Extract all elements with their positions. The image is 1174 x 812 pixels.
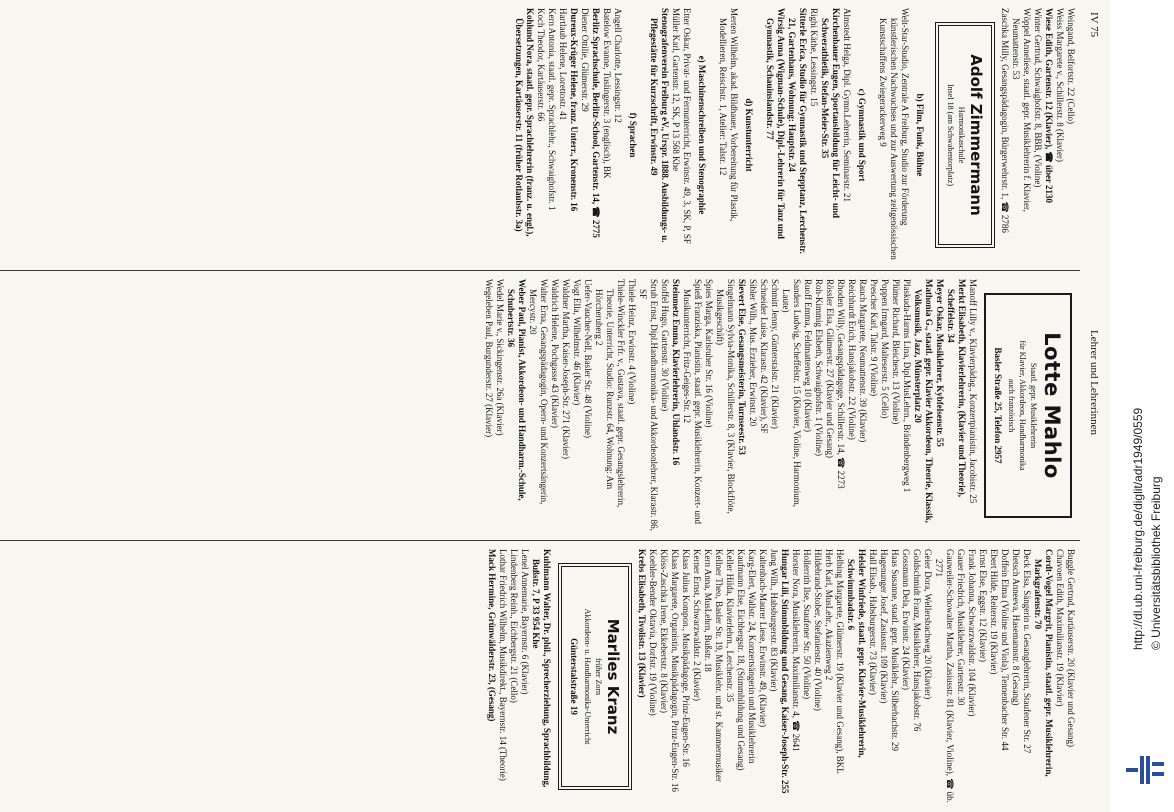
directory-entry: Herb Karl, MusLehr., Akazienweg 2 bbox=[824, 549, 834, 681]
ad-line: früher Zorn bbox=[594, 657, 603, 696]
logo-bar bbox=[1146, 756, 1150, 784]
directory-entry: Welt-Star-Studio, Zentrale A Freiburg, Studio zur Förderung künstlerischen Nachwuchses und zur Auswertung zeitgenössischen Kunstschaffens Zwiegerackerweg 9 bbox=[878, 8, 910, 260]
section-heading-sprachen: f) Sprachen bbox=[628, 112, 638, 158]
ad-line: für Klavier, Akkordeon, Handharmonika bbox=[1018, 340, 1027, 471]
directory-entry: Rhoden Willy, Gesangspädagoge, Schillerstr. 14, ☎ 2273 bbox=[836, 279, 846, 489]
library-logo-icon bbox=[1124, 752, 1168, 786]
directory-entry: Schneider Luise, Klarastr. 42 (Klavier), SF bbox=[759, 279, 769, 434]
credit-text bbox=[1126, 0, 1166, 812]
directory-entry: Weiss Margarete v., Schillerstr. 8 (Klavier) bbox=[1055, 8, 1065, 162]
directory-entry: Rauch Margarete, Neumattenstr. 39 (Klavier) bbox=[858, 279, 868, 443]
ad-line: Staatl. gepr. Musiklehrerin bbox=[1029, 362, 1038, 449]
directory-entry: Singelmann Sylvia-Monika, Schillerstr. 8, 3 (Klavier, Blockflöte, Musikgeschäft) bbox=[715, 279, 736, 514]
ad-lotte-mahlo bbox=[984, 293, 1072, 518]
directory-entry: Prescher Karl, Talstr. 9 (Violine) bbox=[869, 279, 879, 397]
directory-entry: Hall Elisab., Habsburgerstr. 73 (Klavier) bbox=[868, 549, 878, 696]
directory-entry: Poppen Irmgard, Malteserstr. 5 (Cello) bbox=[880, 279, 890, 419]
entries-kunst bbox=[717, 8, 739, 262]
directory-entry: Hildebrand-Stober, Stefanienstr. 40 (Violine) bbox=[813, 549, 823, 711]
column-3 bbox=[0, 540, 1080, 812]
source-url[interactable]: http://dl.ub.uni-freiburg.de/diglit/adr1949/0559 bbox=[1131, 407, 1145, 650]
directory-entry: Keller Hilda, Klavierlehrn., Lerchenstr. 35 bbox=[725, 549, 735, 702]
directory-entry: Stenografenverein Freiburg eV., Urspr. 1888. Ausbildungs- u. Pflegestätte für Kurzschrift, Erwinstr. 49 bbox=[649, 8, 670, 243]
directory-entry: Kaltenbach-Maurer Liese, Erwinstr. 49, (Klavier) bbox=[758, 549, 768, 728]
directory-entry: Kern Anna, MusLehrn, Bußstr. 18 bbox=[703, 549, 713, 672]
directory-entry: Kern Antonia, staatl. gepr. Sprachlehr., Schwaighofstr. 1 bbox=[547, 8, 557, 211]
directory-entry: Almstedt Helga, Dipl. Gymn.Lehrerin, Seminarstr. 21 bbox=[842, 8, 852, 202]
directory-entry: Etter Oskar, Privat- und Fernunterricht, Erwinstr. 49, 3, SK, P, SF bbox=[682, 8, 692, 244]
directory-entry: Spieß Franziska, Pianistin, staatl. gepr. Musiklehrerin, Konzert- und Musikunterricht, Fritz-Geiges-Str. 12 bbox=[682, 279, 703, 524]
directory-entry: Sanders Ludwig, Scheffelstr. 15 (Klavier, Violine, Harmonium, Laute) bbox=[781, 279, 802, 507]
entries-col1 bbox=[999, 8, 1076, 262]
directory-entry: Schmitt Jenny, Günterstalstr. 21 (Klavier) bbox=[770, 279, 780, 429]
directory-entry: Geier Dora, Wellersbachweg 20 (Klavier) bbox=[923, 549, 933, 700]
directory-entry: Wöppel Anneliese, staatl. gepr. Musiklehrerin f. Klavier, Neumattenstr. 53 bbox=[1011, 8, 1032, 212]
ad-line: Harmonikaschule bbox=[957, 106, 966, 164]
logo-bar bbox=[1140, 756, 1144, 784]
logo-bar bbox=[1126, 768, 1138, 772]
credit-strip bbox=[1126, 0, 1166, 812]
ad-address: Basler Straße 25, Telefon 2957 bbox=[993, 347, 1003, 464]
directory-entry: Reichhardt Erich, Hansjakobstr. 22 (Violine) bbox=[847, 279, 857, 440]
entries-col3-a bbox=[636, 549, 1076, 804]
directory-entry: Thiele-Winckler Frfr. v., Gustava, staatl. gepr. Gesangslehrerin, Theorie, Unterricht, Studio: Runzstr. 64, Wohnung: Am Hörcheruberg 2 bbox=[594, 279, 626, 508]
directory-entry: Kellner Theo, Basler Str. 19, Musiklehr. und st. Kammermusiker bbox=[714, 549, 724, 783]
directory-entry: Lothar Friedrich Wilhelm, Musikdirekt., Bayernstr. 14 (Theorie) bbox=[498, 549, 508, 781]
directory-entry: Spies Marga, Karlsruher Str. 16 (Violine) bbox=[704, 279, 714, 428]
directory-entry: Sievert Else, Gesangsmeisterin, Turnseestr. 53 bbox=[737, 279, 747, 455]
directory-entry: Steinmetz Emma, Klavierlehrerin, Uhlandstr. 16 bbox=[671, 279, 681, 466]
column-2 bbox=[0, 270, 1080, 540]
entries-sprachen bbox=[513, 8, 623, 262]
directory-entry: Klöss-Zaschka Irene, Ekkebertstr. 8 (Klavier) bbox=[659, 549, 669, 713]
directory-entry: Dietsch Anneeva, Hasemannstr. 8 (Gesang) bbox=[1011, 549, 1021, 706]
column-1 bbox=[0, 0, 1080, 270]
ad-address: Günterstalstraße 19 bbox=[569, 638, 579, 715]
directory-entry: Rössler Elsa, Glümerstr. 27 (Klavier und Gesang) bbox=[825, 279, 835, 458]
directory-entry: Klaas Margarete, Organistin, Musikpädagogin, Prinz-Eugen-Str. 16 bbox=[670, 549, 680, 792]
directory-entry: Deck Elsa, Sängerin u. Gesanglehrerin, Staufener Str. 27 bbox=[1022, 549, 1032, 754]
directory-entry: Koch Theodor, Kartäuserstr. 66 bbox=[536, 8, 546, 122]
directory-entry: Lenel Annemarie, Bayernstr. 6 (Klavier) bbox=[520, 549, 530, 695]
ad-line: Insel 18 (am Schwabentorplatz) bbox=[946, 84, 955, 186]
directory-entry: Meyer Oskar, Musiklehrer, Kybfelsenstr. 55 bbox=[935, 279, 945, 447]
directory-entry: Buggle Gertrud, Kartäuserstr. 20 (Klavier und Gesang) bbox=[1066, 549, 1076, 747]
logo-bar bbox=[1152, 772, 1164, 776]
directory-entry: Klaas Julius Kompon., Musikpädagoge, Prinz-Eugen-Str. 16 bbox=[681, 549, 691, 767]
directory-entry: Plaskuda-Harms Lina, Dipl.MusLehrn., Brändenbergweg 1 bbox=[902, 279, 912, 493]
directory-entry: Weber Paul, Pianist, Akkordeon- und Handharm.-Schule, Schubertstr. 36 bbox=[506, 279, 527, 501]
directory-entry: Sibler Wilh., Mus. Erzieher, Erwinstr. 20 bbox=[748, 279, 758, 427]
ad-name: Adolf Zimmermann bbox=[967, 54, 985, 216]
directory-entry: Dureux-Krüger Helene, franz. Unterr., Kronenstr. 16 bbox=[569, 8, 579, 212]
directory-entry: Gauweiler-Schowalter Martha, Zasiusstr. 81 (Klavier, Violine), ☎ üb. 2771 bbox=[934, 549, 955, 803]
directory-entry: Merkt Elisabeth, Klavierlehrerin, (Klavier und Theorie), Scheffelstr. 34 bbox=[946, 279, 967, 497]
directory-entry: Krebs Elisabeth, Tivolistr. 13 (Klavier) bbox=[637, 549, 647, 698]
directory-entry: Winter Gertrud, Schwaighofstr. 8, BBB, (Violine) bbox=[1033, 8, 1043, 188]
directory-entry: Lindenberg Reinh., Eichbergstr. 21 (Cello) bbox=[509, 549, 519, 703]
directory-entry: Kuhlmann Walter, Dr. phil., Sprecherziehung, Sprachbildung, Bußstr. 7, P 33 954 Khe bbox=[531, 549, 552, 788]
directory-entry: Frank Johanna, Schwarzwaldstr. 104 (Klavier) bbox=[967, 549, 977, 717]
page-title: Lehrer und Lehrerinnen bbox=[1088, 330, 1100, 436]
directory-entry: Kohlund Nora, staatl. gepr. Sprachlehrerin (franz. u. engl.), Übersetzungen, Kartäuserstr. 11 (früher Rotlaubstr. 3a) bbox=[514, 8, 535, 237]
directory-entry: Walter Erna, Gesangspädagogin, Opern- und Konzertsängerin, Mercystr. 20 bbox=[528, 279, 549, 505]
directory-entry: Mathonia G., staatl. gepr. Klavier Akkordeon, Theorie, Klassik, Volksmusik, Jazz, Münsterplatz 20 bbox=[913, 279, 934, 523]
directory-entry: Kirchenbauer Eugen, Sportausbildung für Leicht- und Schwerathletik, Stefan-Meier-Str. 35 bbox=[820, 8, 841, 219]
directory-entry: Wiese Edith, Gartenstr. 12 (Klavier), ☎ über 2130 bbox=[1044, 8, 1054, 204]
directory-entry: Hagenunger Josef, Zasiusstr. 109 (Klavier) bbox=[879, 549, 889, 704]
directory-entry: Wedel Marie v., Sickingenstr. 26a (Klavier) bbox=[495, 279, 505, 436]
directory-entry: Haas Susanne, staatl. gepr. Musiklehr., Silberbachstr. 29 bbox=[890, 549, 900, 751]
entries-col3-b bbox=[486, 549, 552, 804]
ad-adolf-zimmermann bbox=[935, 22, 995, 248]
directory-entry: Plümer Richard, Bleichestr. 13 (Violine) bbox=[891, 279, 901, 425]
directory-entry: Gauer Friedrich, Musiklehrer, Gartenstr. 30 bbox=[956, 549, 966, 706]
directory-entry: Karg-Elert, Wallstr. 24, Konzertsängerin und Musiklehrerin bbox=[747, 549, 757, 764]
directory-entry: Kerner Ernst, Schwarzwaldstr. 2 (Klavier) bbox=[692, 549, 702, 701]
directory-entry: Hartlaub Helene, Lorettostr. 41 bbox=[558, 8, 568, 121]
directory-entry: Helbing Margarete, Glümerstr. 19 (Klavier und Gesang), BKL bbox=[835, 549, 845, 774]
entries-col2 bbox=[483, 279, 978, 532]
directory-entry: Hollerrith Ilse, Staufener Str. 50 (Violine) bbox=[802, 549, 812, 700]
directory-entry: Hungar Lili, Stimmbildung und Gesang, Kaiser-Joseph-Str. 255 bbox=[780, 549, 790, 794]
section-heading-gymnastik: c) Gymnastik und Sport bbox=[857, 88, 867, 182]
directory-entry: Sitterle Erica, Studio für Gymnastik und Stepptanz, Lerchenstr. 21, Gartenhaus, Wohnung: Hauptstr. 24 bbox=[787, 8, 808, 254]
section-heading-kunst: d) Kunstunterricht bbox=[744, 98, 754, 172]
directory-entry: Ruoff Emma, Feldmattenweg 10 (Klavier) bbox=[803, 279, 813, 433]
directory-entry: Righi Käthe, Lessingstr. 15 bbox=[809, 8, 819, 107]
directory-entry: Ebert Hilde, Reiterstr. 19 (Klavier) bbox=[989, 549, 999, 675]
ad-name: Marlies Kranz bbox=[604, 618, 622, 735]
directory-entry: Waldner Martha, Kaiser-Joseph-Str. 271 (Klavier) bbox=[561, 279, 571, 460]
page-number: IV 75 bbox=[1088, 12, 1100, 38]
directory-entry: Wirsig Anna (Wigman-Schule), Dipl.-Lehrerin für Tanz und Gymnastik, Schauinslandstr. 77 bbox=[765, 8, 786, 239]
directory-entry: Uefer-Vaucher-Nell, Basler Str. 48 (Violine) bbox=[583, 279, 593, 439]
ad-line: Akkordeon- u. Handharmonika-Unterricht bbox=[583, 608, 592, 745]
directory-entry: Helsler Winfriede, staatl. gepr. Klavier-Musiklehrerin, Schwimmbadstr. 6 bbox=[846, 549, 867, 758]
directory-entry: Berlitz Sprachschule, Berlitz-School, Gartenstr. 14, ☎ 2775 bbox=[591, 8, 601, 238]
directory-entry: Jung Wilh., Habsburgerstr. 83 (Klavier) bbox=[769, 549, 779, 692]
directory-entry: Thiele Heinz, Erwinstr. 4 (Violine) bbox=[627, 279, 637, 405]
directory-entry: Roh-Kimmig Elsbeth, Schwaighofstr. 1 (Violine) bbox=[814, 279, 824, 456]
directory-entry: Chavoen Edith, Maximilianstr. 19 (Klavier) bbox=[1055, 549, 1065, 707]
directory-entry: Stoffel Hugo, Gartenstr. 30 (Violine) bbox=[660, 279, 670, 412]
directory-entry: Mack Hermine, Grünwälderstr. 23, (Gesang) bbox=[487, 549, 497, 722]
directory-entry: Wegeleben Paul, Burgunderstr. 27 (Klavier) bbox=[484, 279, 494, 438]
section-heading-maschinenschreiben: e) Maschinenschreiben und Stenographie bbox=[697, 55, 707, 215]
entries-maschinenschreiben bbox=[648, 8, 692, 262]
directory-entry: Diener Ottilie, Glümerstr. 29 bbox=[580, 8, 590, 112]
directory-entry: Koehler-Bender Oktavia, Dorfstr. 19 (Violine) bbox=[648, 549, 658, 716]
directory-entry: Ernst Else, Eggstr. 12 (Klavier) bbox=[978, 549, 988, 662]
copyright-notice: © Universitätsbibliothek Freiburg bbox=[1149, 476, 1163, 650]
directory-entry: Kaufmann Else, Eichbergstr. 18, (Stimmbildung und Gesang) bbox=[736, 549, 746, 771]
directory-entry: Batelow Evanne, Tuslingerstr. 3 (englisch), BK bbox=[602, 8, 612, 179]
entries-film bbox=[877, 8, 910, 262]
directory-entry: Vogt Ella, Wilhelmstr. 46 (Klavier) bbox=[572, 279, 582, 406]
library-logo bbox=[1124, 752, 1168, 786]
directory-entry: Horster Nora, Musiklehrerin, Maximilianstr. 4, ☎ 2641 bbox=[791, 549, 801, 752]
directory-entry: Weingand, Belfortstr. 22 (Cello) bbox=[1066, 8, 1076, 125]
directory-entry: Müller Karl, Gartenstr. 12, SK, P 13 568 Khe bbox=[671, 8, 681, 172]
directory-entry: Strub Ernst, Dipl.Handharmonika- und Akkordeonlehrer, Klarastr. 86, SF bbox=[638, 279, 659, 531]
directory-entry: Gossmann Dela, Erwinstr. 24 (Klavier) bbox=[901, 549, 911, 690]
logo-bar bbox=[1152, 762, 1164, 766]
directory-entry: Manoff Lilly v., Klavierpädag., Konzertpianistin, Jacobistr. 25 bbox=[968, 279, 978, 504]
ad-name: Lotte Mahlo bbox=[1040, 332, 1064, 479]
directory-entry: Waldrich Helene, Pochgasse 43 (Klavier) bbox=[550, 279, 560, 428]
directory-entry: Merten Wilhelm, akad. Bildhauer, Vorbereitung für Plastik, Modellieren, Reischstr. 1, Atelier: Talstr. 12 bbox=[718, 8, 739, 222]
running-header bbox=[1080, 0, 1110, 812]
directory-entry: Goldschmidt Franz, Musiklehrer, Hansjakobstr. 76 bbox=[912, 549, 922, 732]
directory-entry: Zaschka Milly, Gesangspädagogin, Bürgerwehrstr. 1, ☎ 2786 bbox=[1000, 8, 1010, 233]
ad-marlies-kranz bbox=[558, 563, 632, 790]
directory-entry: Doffein Elma (Violine und Viola), Tennenbacher Str. 44 bbox=[1000, 549, 1010, 751]
directory-entry: Angell Charlotte, Lessingstr. 12 bbox=[613, 8, 623, 123]
ad-line: auch französisch bbox=[1007, 378, 1016, 433]
section-heading-film: b) Film, Funk, Bühne bbox=[915, 93, 925, 177]
entries-gymnastik bbox=[764, 8, 852, 262]
directory-entry: Cordt-Vogel Margrit, Pianistin, staatl. gepr. Musiklehrerin, Markgrafenstr. 70 bbox=[1033, 549, 1054, 777]
